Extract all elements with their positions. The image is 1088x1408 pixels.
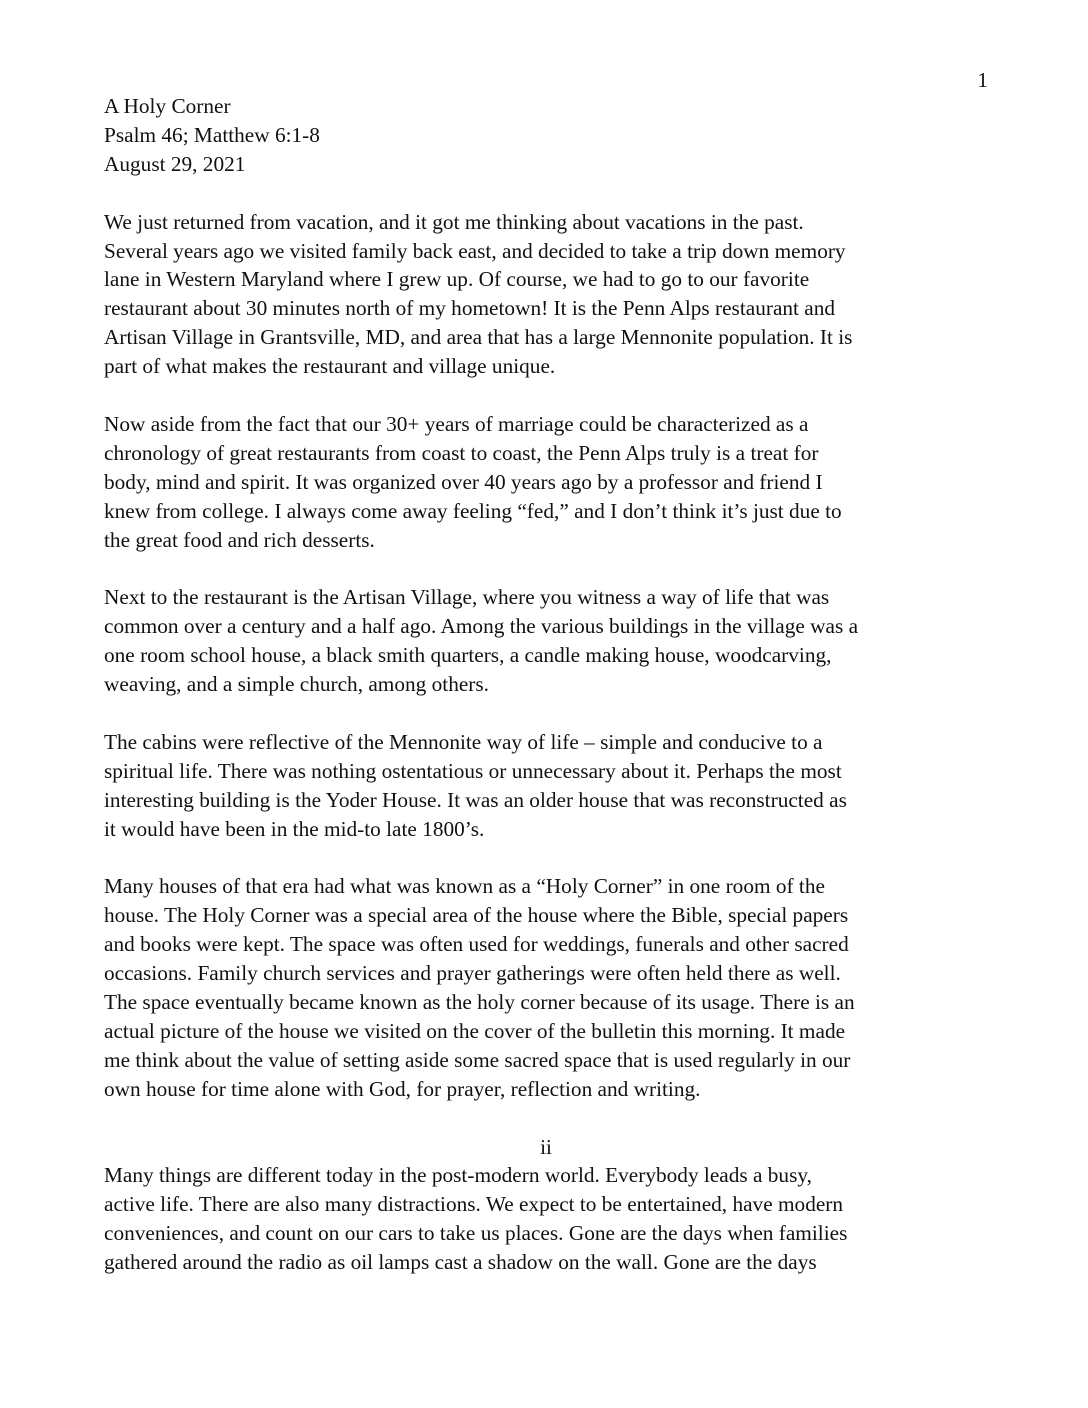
section-marker bbox=[104, 1133, 988, 1162]
sermon-header bbox=[104, 92, 988, 179]
text-line: it would have been in the mid-to late 1800’s. bbox=[104, 816, 485, 841]
text-line: part of what makes the restaurant and village unique. bbox=[104, 354, 556, 379]
text-line: Now aside from the fact that our 30+ years of marriage could be characterized as a bbox=[104, 411, 809, 436]
text-line: common over a century and a half ago. Among the various buildings in the village was a bbox=[104, 614, 859, 639]
text-line: spiritual life. There was nothing ostentatious or unnecessary about it. Perhaps the most bbox=[104, 758, 842, 783]
text-line: restaurant about 30 minutes north of my hometown! It is the Penn Alps restaurant and bbox=[104, 296, 836, 321]
paragraph-1 bbox=[104, 208, 988, 381]
paragraph-2 bbox=[104, 410, 988, 555]
scripture-reference: Psalm 46; Matthew 6:1-8 bbox=[104, 122, 320, 147]
page-number: 1 bbox=[977, 68, 988, 92]
sermon-date: August 29, 2021 bbox=[104, 151, 246, 176]
text-line: chronology of great restaurants from coast to coast, the Penn Alps truly is a treat for bbox=[104, 440, 819, 465]
text-line: occasions. Family church services and prayer gatherings were often held there as well. bbox=[104, 961, 841, 986]
text-line: body, mind and spirit. It was organized over 40 years ago by a professor and friend I bbox=[104, 469, 823, 494]
sermon-title: A Holy Corner bbox=[104, 94, 231, 118]
text-line: interesting building is the Yoder House. It was an older house that was reconstructed as bbox=[104, 787, 847, 812]
text-line: gathered around the radio as oil lamps cast a shadow on the wall. Gone are the days bbox=[104, 1250, 817, 1275]
text-line: weaving, and a simple church, among others. bbox=[104, 672, 490, 697]
section-numeral: ii bbox=[540, 1134, 552, 1159]
text-line: me think about the value of setting aside some sacred space that is used regularly in our bbox=[104, 1047, 851, 1072]
paragraph-6 bbox=[104, 1161, 988, 1277]
text-line: We just returned from vacation, and it got me thinking about vacations in the past. bbox=[104, 209, 804, 234]
text-line: active life. There are also many distractions. We expect to be entertained, have modern bbox=[104, 1192, 844, 1217]
text-line: own house for time alone with God, for prayer, reflection and writing. bbox=[104, 1076, 701, 1101]
text-line: knew from college. I always come away feeling “fed,” and I don’t think it’s just due to bbox=[104, 498, 842, 523]
text-line: The cabins were reflective of the Mennonite way of life – simple and conducive to a bbox=[104, 729, 823, 754]
text-line: lane in Western Maryland where I grew up. Of course, we had to go to our favorite bbox=[104, 267, 810, 292]
text-line: Several years ago we visited family back east, and decided to take a trip down memory bbox=[104, 238, 846, 263]
text-line: Many houses of that era had what was known as a “Holy Corner” in one room of the bbox=[104, 874, 825, 899]
text-line: The space eventually became known as the holy corner because of its usage. There is an bbox=[104, 990, 855, 1015]
text-line: conveniences, and count on our cars to take us places. Gone are the days when families bbox=[104, 1221, 848, 1246]
paragraph-5 bbox=[104, 872, 988, 1103]
text-line: Many things are different today in the post-modern world. Everybody leads a busy, bbox=[104, 1163, 812, 1188]
paragraph-3 bbox=[104, 583, 988, 699]
text-line: Next to the restaurant is the Artisan Village, where you witness a way of life that was bbox=[104, 585, 830, 610]
text-line: the great food and rich desserts. bbox=[104, 527, 375, 552]
text-line: actual picture of the house we visited on the cover of the bulletin this morning. It made bbox=[104, 1018, 846, 1043]
text-line: Artisan Village in Grantsville, MD, and area that has a large Mennonite population. It is bbox=[104, 325, 853, 350]
paragraph-4 bbox=[104, 728, 988, 844]
text-line: one room school house, a black smith quarters, a candle making house, woodcarving, bbox=[104, 643, 832, 668]
text-line: and books were kept. The space was often used for weddings, funerals and other sacred bbox=[104, 932, 849, 957]
text-line: house. The Holy Corner was a special area of the house where the Bible, special papers bbox=[104, 903, 849, 928]
